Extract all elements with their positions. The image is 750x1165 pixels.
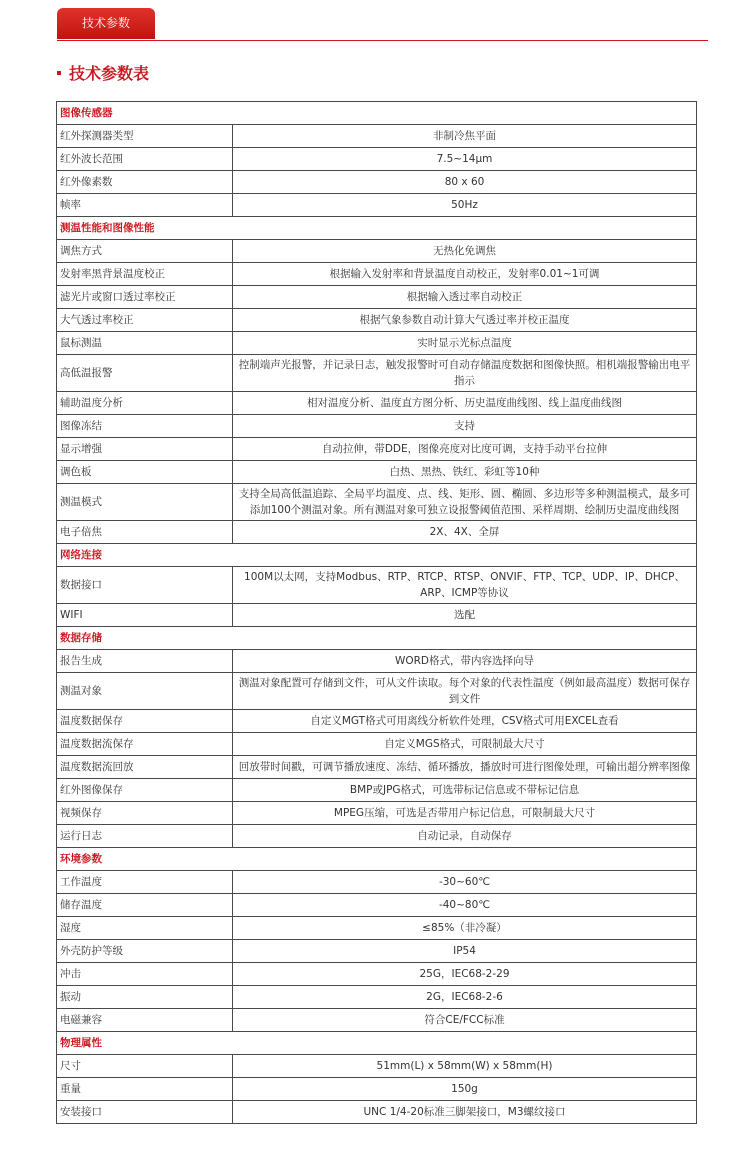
- spec-value: IP54: [233, 940, 697, 963]
- table-row: [57, 963, 697, 986]
- table-row: [57, 1101, 697, 1124]
- spec-value: ≤85%（非冷凝）: [233, 917, 697, 940]
- tab-bar: [57, 8, 708, 41]
- section-header-row: [57, 1032, 697, 1055]
- spec-label: 冲击: [57, 963, 233, 986]
- spec-value: 100M以太网，支持Modbus、RTP、RTCP、RTSP、ONVIF、FTP、TCP、UDP、IP、DHCP、ARP、ICMP等协议: [233, 567, 697, 604]
- spec-label: 滤光片或窗口透过率校正: [57, 286, 233, 309]
- spec-value: 自动拉伸，带DDE，图像亮度对比度可调，支持手动平台拉伸: [233, 438, 697, 461]
- spec-value: 自动记录，自动保存: [233, 825, 697, 848]
- section-header-row: [57, 544, 697, 567]
- spec-value: 支持全局高低温追踪、全局平均温度、点、线、矩形、圆、椭圆、多边形等多种测温模式，最多可添加100个测温对象。所有测温对象可独立设报警阈值范围、采样周期、绘制历史温度曲线图: [233, 484, 697, 521]
- spec-label: 安装接口: [57, 1101, 233, 1124]
- spec-label: 测温模式: [57, 484, 233, 521]
- spec-value: 控制端声光报警，并记录日志，触发报警时可自动存储温度数据和图像快照。相机端报警输出电平指示: [233, 355, 697, 392]
- spec-value: 7.5~14μm: [233, 148, 697, 171]
- spec-table: [56, 101, 697, 1124]
- table-row: [57, 309, 697, 332]
- spec-value: 测温对象配置可存储到文件，可从文件读取。每个对象的代表性温度（例如最高温度）数据可保存到文件: [233, 673, 697, 710]
- spec-label: 报告生成: [57, 650, 233, 673]
- spec-value: 选配: [233, 604, 697, 627]
- tab-tech-params[interactable]: 技术参数: [57, 8, 155, 39]
- section-title: 环境参数: [57, 848, 697, 871]
- spec-value: 相对温度分析、温度直方图分析、历史温度曲线图、线上温度曲线图: [233, 392, 697, 415]
- spec-value: 根据气象参数自动计算大气透过率并校正温度: [233, 309, 697, 332]
- spec-table-body: [57, 102, 697, 1124]
- square-bullet-icon: [57, 71, 61, 75]
- table-row: [57, 521, 697, 544]
- table-row: [57, 438, 697, 461]
- spec-label: 帧率: [57, 194, 233, 217]
- table-row: [57, 263, 697, 286]
- spec-value: 80 x 60: [233, 171, 697, 194]
- spec-label: 红外波长范围: [57, 148, 233, 171]
- spec-label: 温度数据流回放: [57, 756, 233, 779]
- section-title: 数据存储: [57, 627, 697, 650]
- table-row: [57, 756, 697, 779]
- spec-value: -30~60℃: [233, 871, 697, 894]
- spec-value: 51mm(L) x 58mm(W) x 58mm(H): [233, 1055, 697, 1078]
- spec-value: 50Hz: [233, 194, 697, 217]
- table-row: [57, 940, 697, 963]
- table-row: [57, 986, 697, 1009]
- spec-value: 25G，IEC68-2-29: [233, 963, 697, 986]
- spec-label: 外壳防护等级: [57, 940, 233, 963]
- section-header-row: [57, 102, 697, 125]
- table-row: [57, 710, 697, 733]
- spec-label: 重量: [57, 1078, 233, 1101]
- spec-label: 湿度: [57, 917, 233, 940]
- section-title: 图像传感器: [57, 102, 697, 125]
- table-row: [57, 779, 697, 802]
- spec-value: MPEG压缩，可选是否带用户标记信息，可限制最大尺寸: [233, 802, 697, 825]
- spec-value: 回放带时间戳，可调节播放速度、冻结、循环播放，播放时可进行图像处理，可输出超分辨率图像: [233, 756, 697, 779]
- table-row: [57, 1055, 697, 1078]
- table-row: [57, 332, 697, 355]
- table-row: [57, 567, 697, 604]
- spec-label: 高低温报警: [57, 355, 233, 392]
- spec-value: 自定义MGS格式，可限制最大尺寸: [233, 733, 697, 756]
- table-row: [57, 125, 697, 148]
- table-row: [57, 871, 697, 894]
- spec-value: 符合CE/FCC标准: [233, 1009, 697, 1032]
- table-row: [57, 240, 697, 263]
- table-row: [57, 673, 697, 710]
- spec-value: UNC 1/4-20标准三脚架接口，M3螺纹接口: [233, 1101, 697, 1124]
- spec-value: 2X、4X、全屏: [233, 521, 697, 544]
- table-row: [57, 894, 697, 917]
- table-row: [57, 286, 697, 309]
- spec-value: 非制冷焦平面: [233, 125, 697, 148]
- spec-label: 尺寸: [57, 1055, 233, 1078]
- table-row: [57, 825, 697, 848]
- page-title: 技术参数表: [69, 63, 150, 83]
- section-heading: [57, 60, 149, 84]
- spec-value: 支持: [233, 415, 697, 438]
- spec-label: 调色板: [57, 461, 233, 484]
- table-row: [57, 415, 697, 438]
- spec-label: 温度数据流保存: [57, 733, 233, 756]
- table-row: [57, 392, 697, 415]
- spec-label: 视频保存: [57, 802, 233, 825]
- spec-label: 大气透过率校正: [57, 309, 233, 332]
- spec-value: 根据输入发射率和背景温度自动校正，发射率0.01~1可调: [233, 263, 697, 286]
- section-header-row: [57, 627, 697, 650]
- spec-label: 振动: [57, 986, 233, 1009]
- spec-value: 自定义MGT格式可用离线分析软件处理，CSV格式可用EXCEL查看: [233, 710, 697, 733]
- spec-label: 电子倍焦: [57, 521, 233, 544]
- spec-value: 根据输入透过率自动校正: [233, 286, 697, 309]
- spec-value: 无热化免调焦: [233, 240, 697, 263]
- table-row: [57, 148, 697, 171]
- spec-label: 调焦方式: [57, 240, 233, 263]
- section-title: 物理属性: [57, 1032, 697, 1055]
- spec-label: 电磁兼容: [57, 1009, 233, 1032]
- spec-label: 鼠标测温: [57, 332, 233, 355]
- table-row: [57, 194, 697, 217]
- section-title: 测温性能和图像性能: [57, 217, 697, 240]
- spec-label: 温度数据保存: [57, 710, 233, 733]
- spec-value: WORD格式，带内容选择向导: [233, 650, 697, 673]
- spec-label: 辅助温度分析: [57, 392, 233, 415]
- spec-label: 运行日志: [57, 825, 233, 848]
- spec-value: -40~80℃: [233, 894, 697, 917]
- table-row: [57, 484, 697, 521]
- table-row: [57, 1009, 697, 1032]
- spec-value: 实时显示光标点温度: [233, 332, 697, 355]
- spec-value: BMP或JPG格式，可选带标记信息或不带标记信息: [233, 779, 697, 802]
- table-row: [57, 802, 697, 825]
- table-row: [57, 917, 697, 940]
- table-row: [57, 733, 697, 756]
- spec-label: 工作温度: [57, 871, 233, 894]
- table-row: [57, 171, 697, 194]
- spec-label: 红外像素数: [57, 171, 233, 194]
- section-header-row: [57, 217, 697, 240]
- spec-label: 图像冻结: [57, 415, 233, 438]
- spec-label: 发射率黑背景温度校正: [57, 263, 233, 286]
- spec-label: 数据接口: [57, 567, 233, 604]
- spec-label: 测温对象: [57, 673, 233, 710]
- section-title: 网络连接: [57, 544, 697, 567]
- section-header-row: [57, 848, 697, 871]
- spec-label: 储存温度: [57, 894, 233, 917]
- spec-value: 150g: [233, 1078, 697, 1101]
- spec-value: 2G，IEC68-2-6: [233, 986, 697, 1009]
- table-row: [57, 355, 697, 392]
- table-row: [57, 1078, 697, 1101]
- table-row: [57, 650, 697, 673]
- table-row: [57, 461, 697, 484]
- spec-label: WIFI: [57, 604, 233, 627]
- spec-label: 显示增强: [57, 438, 233, 461]
- spec-label: 红外探测器类型: [57, 125, 233, 148]
- spec-label: 红外图像保存: [57, 779, 233, 802]
- table-row: [57, 604, 697, 627]
- spec-value: 白热、黑热、铁红、彩虹等10种: [233, 461, 697, 484]
